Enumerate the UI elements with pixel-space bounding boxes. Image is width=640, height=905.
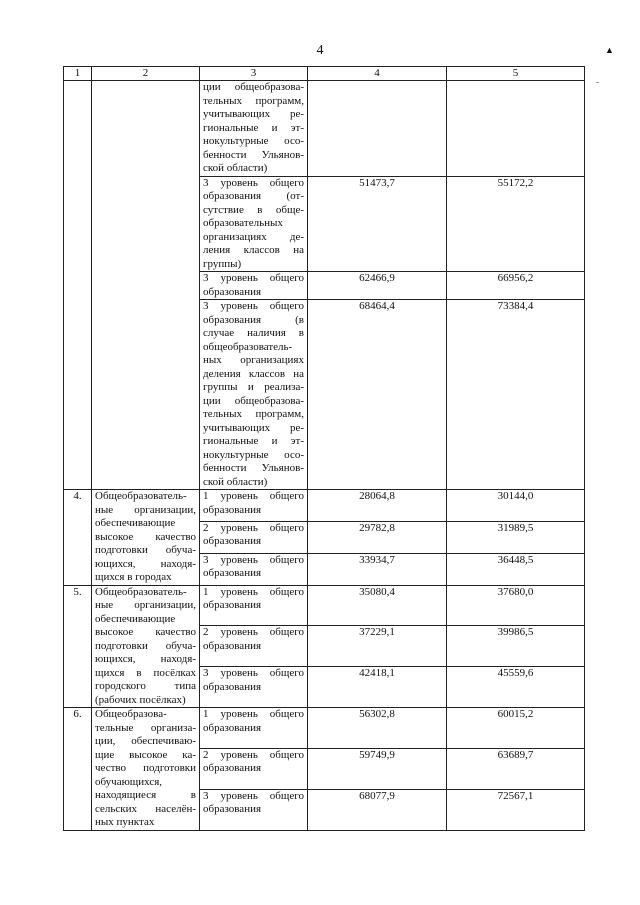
education-level-cell: 3 уровень общего образования — [200, 667, 308, 708]
value-cell: 73384,4 — [447, 300, 585, 490]
value-cell: 33934,7 — [308, 553, 447, 585]
education-level-cell: 3 уровень общего образования — [200, 789, 308, 830]
value-cell: 51473,7 — [308, 176, 447, 272]
education-level-cell: 3 уровень общего образования (в случае наличия в общеобразователь-ных организациях деления классов на группы и реализа-ции общеобразова-тельных программ, учитывающих ре-гиональные и эт-нокультурные осо-бенности Ульянов-ской области) — [200, 300, 308, 490]
row-number-cell: 5. — [64, 585, 92, 708]
education-level-cell: 2 уровень общего образования — [200, 521, 308, 553]
scan-speck: ▲ — [605, 45, 614, 55]
value-cell: 62466,9 — [308, 272, 447, 300]
organization-type-cell: Общеобразователь-ные организации, обеспечивающие высокое качество подготовки обуча-ющихся, находя-щихся в посёлках городского типа (рабочих посёлках) — [92, 585, 200, 708]
value-cell: 42418,1 — [308, 667, 447, 708]
organization-type-cell: Общеобразователь-ные организации, обеспечивающие высокое качество подготовки обуча-ющихся, находя-щихся в городах — [92, 490, 200, 586]
table-row — [64, 708, 585, 749]
education-level-cell: ции общеобразова-тельных программ, учитывающих ре-гиональные и эт-нокультурные осо-бенности Ульянов-ской области) — [200, 81, 308, 177]
value-cell: 55172,2 — [447, 176, 585, 272]
organization-type-cell: Общеобразова-тельные организа-ции, обеспечиваю-щие высокое ка-чество подготовки обучающихся, находящиеся в сельских населён-ных пунктах — [92, 708, 200, 831]
table-row — [64, 490, 585, 522]
value-cell: 37680,0 — [447, 585, 585, 626]
row-number-cell — [64, 81, 92, 490]
education-level-cell: 3 уровень общего образования (от-сутствие в обще-образовательных организациях де-ления классов на группы) — [200, 176, 308, 272]
value-cell: 28064,8 — [308, 490, 447, 522]
education-level-cell: 2 уровень общего образования — [200, 626, 308, 667]
value-cell: 60015,2 — [447, 708, 585, 749]
column-number: 4 — [308, 67, 447, 81]
value-cell: 72567,1 — [447, 789, 585, 830]
education-level-cell: 1 уровень общего образования — [200, 490, 308, 522]
value-cell: 37229,1 — [308, 626, 447, 667]
value-cell: 31989,5 — [447, 521, 585, 553]
education-level-cell: 3 уровень общего образования — [200, 272, 308, 300]
row-number-cell: 6. — [64, 708, 92, 831]
column-number: 1 — [64, 67, 92, 81]
organization-type-cell — [92, 81, 200, 490]
row-number-cell: 4. — [64, 490, 92, 586]
education-level-cell: 1 уровень общего образования — [200, 708, 308, 749]
value-cell: 39986,5 — [447, 626, 585, 667]
value-cell — [447, 81, 585, 177]
scan-speck: ˉ — [596, 80, 599, 90]
table-row — [64, 81, 585, 177]
value-cell: 36448,5 — [447, 553, 585, 585]
column-number-row — [64, 67, 585, 81]
table-row — [64, 585, 585, 626]
value-cell: 35080,4 — [308, 585, 447, 626]
value-cell: 45559,6 — [447, 667, 585, 708]
education-level-cell: 2 уровень общего образования — [200, 748, 308, 789]
education-level-cell: 3 уровень общего образования — [200, 553, 308, 585]
value-cell: 68464,4 — [308, 300, 447, 490]
value-cell: 56302,8 — [308, 708, 447, 749]
value-cell: 63689,7 — [447, 748, 585, 789]
column-number: 2 — [92, 67, 200, 81]
column-number: 5 — [447, 67, 585, 81]
value-cell — [308, 81, 447, 177]
tariff-table — [63, 66, 585, 831]
value-cell: 68077,9 — [308, 789, 447, 830]
page-number: 4 — [316, 43, 324, 58]
value-cell: 59749,9 — [308, 748, 447, 789]
value-cell: 66956,2 — [447, 272, 585, 300]
value-cell: 29782,8 — [308, 521, 447, 553]
column-number: 3 — [200, 67, 308, 81]
education-level-cell: 1 уровень общего образования — [200, 585, 308, 626]
value-cell: 30144,0 — [447, 490, 585, 522]
